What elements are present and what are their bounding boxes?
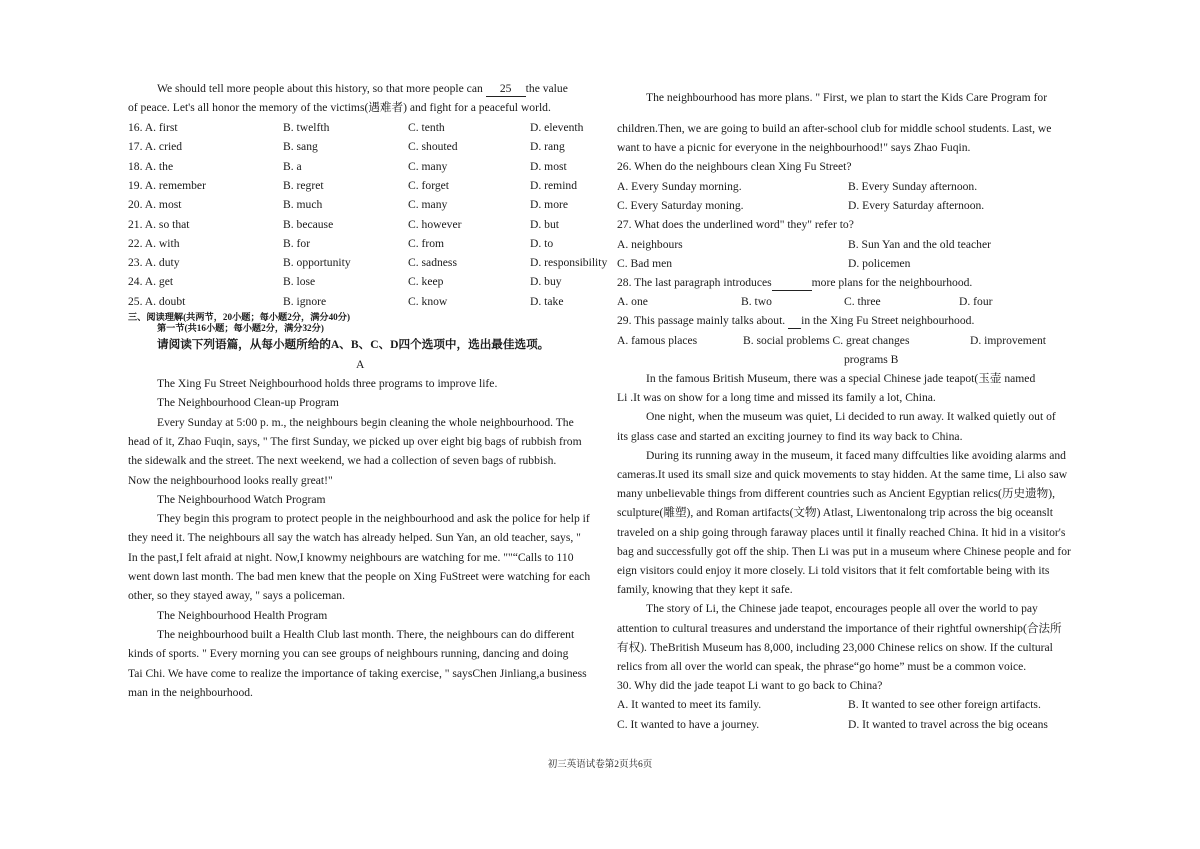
- blank-29: [788, 314, 801, 329]
- question-number: 21.: [128, 217, 143, 231]
- q16-option-d: D. eleventh: [530, 121, 584, 134]
- q24-option-b: B. lose: [283, 275, 316, 289]
- passage-a-line: The Neighbourhood Watch Program: [157, 492, 326, 506]
- q27-option-c: C. Bad men: [617, 257, 673, 270]
- question-number: 17.: [128, 140, 143, 154]
- passage-a-line: Now the neighbourhood looks really great!": [128, 473, 333, 487]
- q26-option-b: B. Every Sunday afternoon.: [848, 180, 978, 193]
- option-text: A. get: [144, 275, 174, 289]
- passage-b-line: its glass case and started an exciting journey to find its way back to China.: [617, 429, 963, 443]
- q25-option-a: [128, 295, 185, 308]
- q22-option-c: C. from: [408, 236, 445, 250]
- q17-option-d: D. rang: [530, 140, 565, 154]
- q19-option-b: B. regret: [283, 178, 324, 192]
- passage-a-line: The Neighbourhood Health Program: [157, 608, 328, 622]
- right-line-2: children.Then, we are going to build an after-school club for middle school students. Last, we: [617, 122, 1052, 135]
- q24-option-a: [128, 275, 173, 288]
- passage-b-line: During its running away in the museum, it faced many diffculties like avoiding alarms and: [646, 448, 1066, 462]
- passage-b-line: family, knowing that they kept it safe.: [617, 583, 793, 597]
- q30-option-c: C. It wanted to have a journey.: [617, 718, 760, 731]
- intro-line-1: We should tell more people about this history, so that more people can 25 the value: [157, 82, 568, 95]
- passage-a-line: went down last month. The bad men knew that the people on Xing FuStreet were watching for each: [128, 570, 591, 583]
- q27-option-a: A. neighbours: [617, 238, 683, 251]
- passage-b-line: One night, when the museum was quiet, Li decided to run away. It walked quietly out of: [646, 410, 1056, 424]
- question-number: 20.: [128, 198, 143, 212]
- page-footer: 初三英语试卷第2页共6页: [547, 760, 653, 770]
- q26-option-a: A. Every Sunday morning.: [617, 180, 742, 193]
- q22-option-a: [128, 237, 180, 250]
- q20-option-d: D. more: [530, 198, 568, 212]
- q23-option-d: D. responsibility: [530, 256, 608, 270]
- q18-option-d: D. most: [530, 159, 567, 173]
- question-number: 22.: [128, 236, 143, 250]
- q19-option-c: C. forget: [408, 178, 450, 192]
- passage-label: A: [356, 358, 365, 371]
- passage-a-line: Tai Chi. We have come to realize the importance of taking exercise, " saysChen Jinliang,a business: [128, 666, 587, 680]
- q28-option-c: C. three: [844, 295, 881, 308]
- passage-a-line: other, so they stayed away, " says a policeman.: [128, 589, 345, 603]
- option-text: A. so that: [144, 217, 190, 231]
- option-text: A. doubt: [144, 294, 186, 308]
- q21-option-c: C. however: [408, 217, 462, 231]
- passage-a-line: They begin this program to protect people in the neighbourhood and ask the police for help if: [157, 512, 590, 526]
- q23-option-c: C. sadness: [408, 256, 457, 270]
- blank-25: 25: [486, 82, 526, 97]
- q23-option-b: B. opportunity: [283, 256, 351, 270]
- q27-option-b: B. Sun Yan and the old teacher: [848, 238, 991, 251]
- blank-28: [772, 276, 812, 291]
- passage-a-line: they need it. The neighbours all say the watch has already helped. Sun Yan, an old teacher, says, ": [128, 531, 581, 545]
- passage-b-line: The story of Li, the Chinese jade teapot, encourages people all over the world to pay: [646, 602, 1038, 616]
- passage-b-line: 30. Why did the jade teapot Li want to go back to China?: [617, 679, 883, 693]
- option-text: A. the: [144, 159, 174, 173]
- q18-option-c: C. many: [408, 159, 448, 173]
- question-number: 16.: [128, 121, 143, 134]
- q26-option-d: D. Every Saturday afternoon.: [848, 199, 985, 212]
- q19-option-a: [128, 179, 206, 192]
- programs-b: programs B: [844, 353, 899, 366]
- q22-option-b: B. for: [283, 236, 311, 250]
- passage-b-line: cameras.It used its small size and quick movements to stay hidden. At the same time, Li also saw: [617, 468, 1068, 481]
- passage-b-line: eign visitors could enjoy it more closely. Li told visitors that it felt comfortable being with its: [617, 564, 1050, 577]
- q25-option-d: D. take: [530, 294, 564, 308]
- section-header: 三、阅读理解(共两节，20小题；每小题2分，满分40分): [128, 312, 351, 322]
- question-29: 29. This passage mainly talks about. in the Xing Fu Street neighbourhood.: [617, 314, 975, 327]
- option-text: A. duty: [144, 256, 180, 270]
- q24-option-d: D. buy: [530, 275, 562, 289]
- passage-b-line: many unbelievable things from different countries such as Ancient Egyptian relics(历史遗物),: [617, 487, 1055, 501]
- q29-option-a: A. famous places: [617, 334, 698, 347]
- passage-a-line: the sidewalk and the street. The next weekend, we had a collection of seven bags of rubbish.: [128, 454, 557, 468]
- q30-option-d: D. It wanted to travel across the big oceans: [848, 718, 1048, 731]
- passage-b-line: traveled on a ship going through faraway places until it finally reached China. It hid in a visitor's: [617, 525, 1066, 539]
- q20-option-c: C. many: [408, 198, 448, 212]
- intro-line-2: of peace. Let's all honor the memory of the victims(遇难者) and fight for a peaceful world.: [128, 101, 551, 114]
- q18-option-a: [128, 160, 173, 173]
- q23-option-a: [128, 256, 180, 269]
- passage-b-line: relics from all over the world can speak, the phrase“go home” must be a common voice.: [617, 660, 1027, 673]
- passage-a-line: The Xing Fu Street Neighbourhood holds three programs to improve life.: [157, 377, 498, 390]
- q28-option-b: B. two: [741, 295, 772, 308]
- passage-a-line: man in the neighbourhood.: [128, 685, 253, 699]
- q18-option-b: B. a: [283, 159, 302, 173]
- option-text: A. first: [144, 121, 178, 134]
- q21-option-a: [128, 218, 190, 231]
- passage-b-line: In the famous British Museum, there was a special Chinese jade teapot(玉壶 named: [646, 372, 1036, 385]
- option-text: A. cried: [144, 140, 183, 154]
- q27-option-d: D. policemen: [848, 257, 911, 270]
- passage-a-line: The Neighbourhood Clean-up Program: [157, 396, 339, 410]
- q21-option-d: D. but: [530, 217, 559, 231]
- q29-option-bc: B. social problems C. great changes: [743, 334, 910, 347]
- question-number: 24.: [128, 275, 143, 289]
- passage-b-line: sculpture(雕塑), and Roman artifacts(文物) Atlast, Liwentonalong trip across the big oceanslt: [617, 506, 1053, 520]
- q16-option-b: B. twelfth: [283, 121, 330, 134]
- question-28: 28. The last paragraph introduces more plans for the neighbourhood.: [617, 276, 973, 289]
- q26-option-c: C. Every Saturday moning.: [617, 199, 744, 212]
- question-number: 23.: [128, 256, 143, 270]
- q29-option-d: D. improvement: [970, 334, 1046, 347]
- q28-option-d: D. four: [959, 295, 993, 308]
- option-text: A. remember: [144, 178, 206, 192]
- question-27: 27. What does the underlined word" they" refer to?: [617, 218, 854, 231]
- q25-option-b: B. ignore: [283, 294, 327, 308]
- q30-option-b: B. It wanted to see other foreign artifacts.: [848, 698, 1041, 711]
- q16-option-c: C. tenth: [408, 121, 445, 134]
- passage-a-line: The neighbourhood built a Health Club last month. There, the neighbours can do different: [157, 627, 575, 641]
- q16-option-a: [128, 121, 178, 134]
- option-text: A. most: [144, 198, 182, 212]
- q22-option-d: D. to: [530, 236, 554, 250]
- instruction: 请阅读下列语篇，从每小题所给的A、B、C、D四个选项中，选出最佳选项。: [157, 338, 550, 351]
- q30-option-a: A. It wanted to meet its family.: [617, 698, 762, 711]
- q24-option-c: C. keep: [408, 275, 444, 289]
- q17-option-b: B. sang: [283, 140, 318, 154]
- q19-option-d: D. remind: [530, 178, 578, 192]
- q17-option-c: C. shouted: [408, 140, 458, 154]
- question-number: 19.: [128, 178, 143, 192]
- option-text: A. with: [144, 236, 180, 250]
- q21-option-b: B. because: [283, 217, 334, 231]
- passage-a-line: head of it, Zhao Fuqin, says, " The first Sunday, we picked up over eight big bags of rubbish from: [128, 434, 582, 448]
- q20-option-a: [128, 198, 181, 211]
- question-26: 26. When do the neighbours clean Xing Fu Street?: [617, 160, 852, 173]
- passage-a-line: kinds of sports. " Every morning you can see groups of neighbours running, dancing and doing: [128, 647, 569, 661]
- passage-b-line: attention to cultural treasures and understand the importance of their rightful ownership(合法所: [617, 621, 1062, 635]
- right-line-1: The neighbourhood has more plans. " First, we plan to start the Kids Care Program for: [646, 91, 1048, 104]
- question-number: 18.: [128, 159, 143, 173]
- subsection-header: 第一节(共16小题；每小题2分，满分32分): [157, 323, 324, 333]
- passage-a-line: In the past,I felt afraid at night. Now,I knowmy neighbours are watching for me. ""“Calls to 110: [128, 550, 574, 564]
- question-number: 25.: [128, 294, 143, 308]
- right-line-3: want to have a picnic for everyone in the neighbourhood!" says Zhao Fuqin.: [617, 141, 971, 154]
- passage-b-line: bag and successfully got off the ship. Then Li was put in a museum where Chinese people and for: [617, 544, 1071, 558]
- q25-option-c: C. know: [408, 294, 448, 308]
- passage-b-line: 有权). TheBritish Museum has 8,000, including 23,000 Chinese relics on show. If the cultural: [617, 640, 1053, 654]
- q28-option-a: A. one: [617, 295, 648, 308]
- passage-b-line: Li .It was on show for a long time and missed its family a lot, China.: [617, 391, 936, 405]
- q17-option-a: [128, 140, 182, 153]
- q20-option-b: B. much: [283, 198, 323, 212]
- passage-a-line: Every Sunday at 5:00 p. m., the neighbours begin cleaning the whole neighbourhood. The: [157, 415, 574, 429]
